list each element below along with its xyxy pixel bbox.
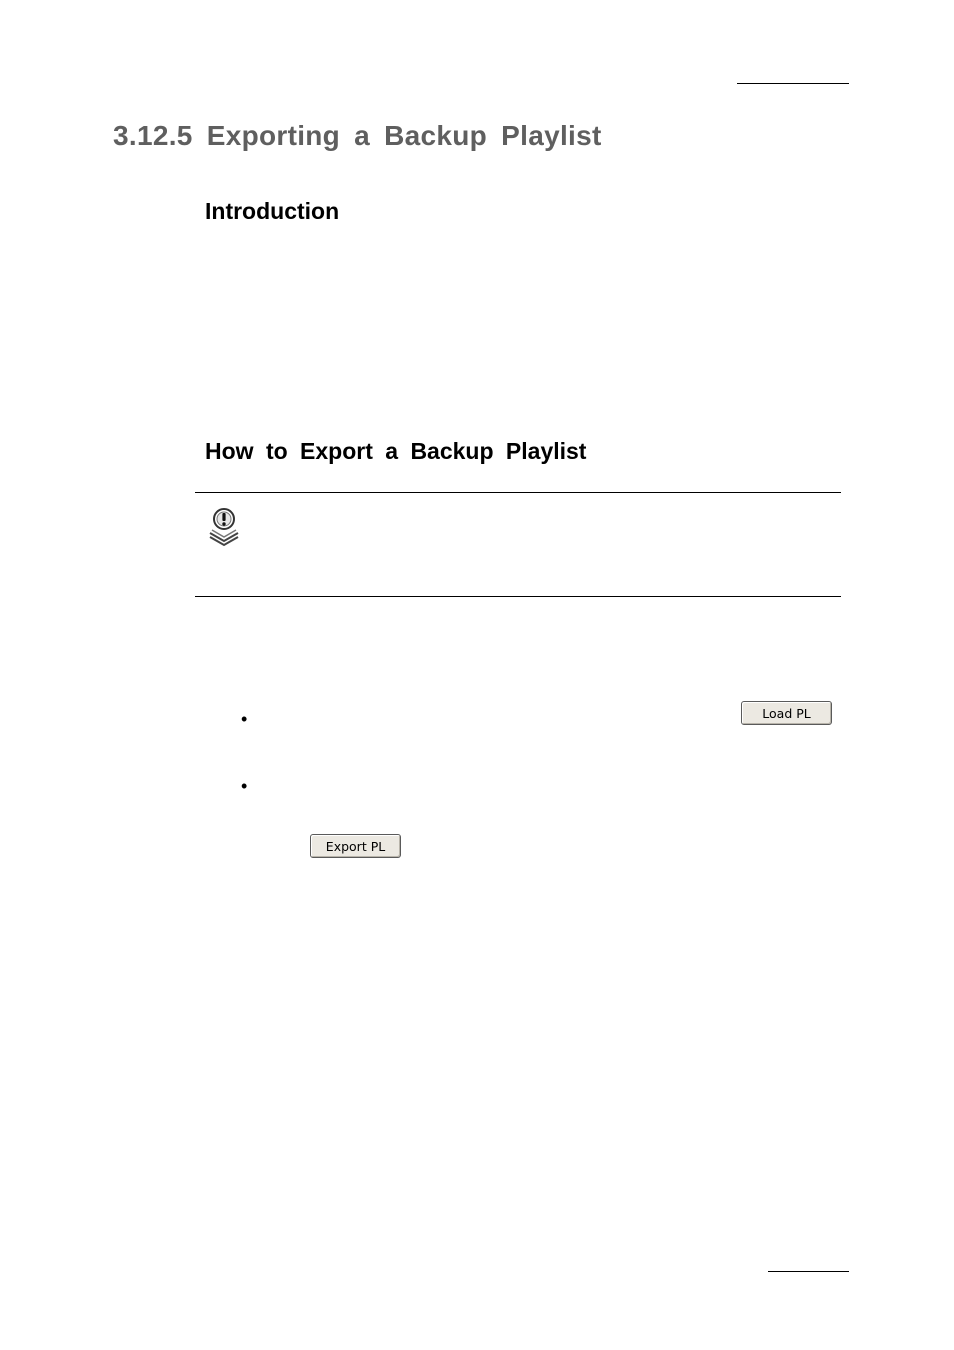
header-rule (737, 83, 849, 84)
load-pl-button[interactable]: Load PL (741, 701, 832, 725)
note-top-divider (195, 492, 841, 493)
note-icon (206, 506, 242, 548)
export-pl-button[interactable]: Export PL (310, 834, 401, 858)
bullet-marker: • (241, 709, 248, 729)
introduction-heading: Introduction (205, 198, 340, 224)
how-to-heading: How to Export a Backup Playlist (205, 438, 587, 464)
footer-rule (768, 1271, 849, 1272)
section-title: 3.12.5 Exporting a Backup Playlist (113, 120, 602, 151)
bullet-marker: • (241, 776, 248, 796)
note-bottom-divider (195, 596, 841, 597)
